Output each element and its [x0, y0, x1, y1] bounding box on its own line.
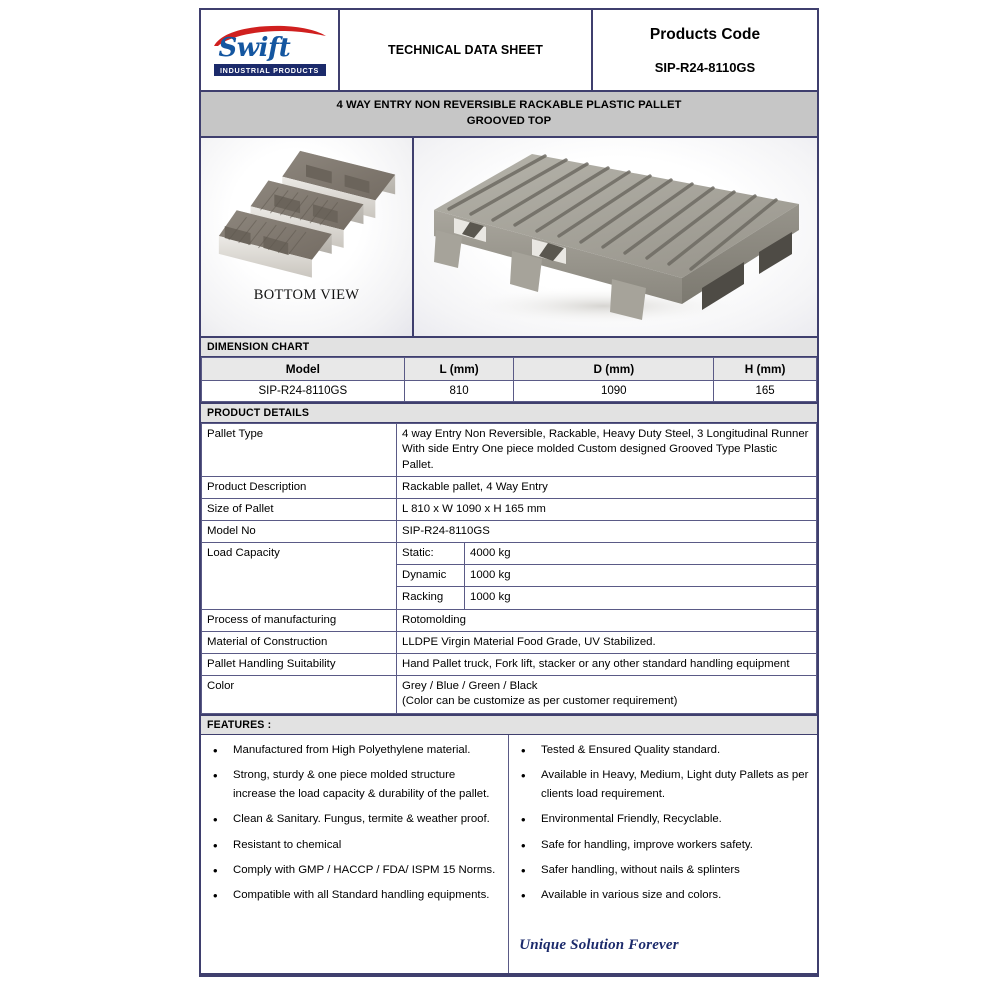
- col-header-length: L (mm): [404, 357, 514, 380]
- table-row-pallet-type: [202, 423, 817, 477]
- document-title-cell: [340, 10, 593, 90]
- list-item: • Safe for handling, improve workers safety.: [539, 836, 809, 854]
- document-title: TECHNICAL DATA SHEET: [387, 43, 543, 57]
- value-load-static: 4000 kg: [465, 543, 817, 565]
- label-process-of-manufacturing: Process of manufacturing: [202, 609, 397, 631]
- table-row-product-description: [202, 477, 817, 499]
- value-load-racking: 1000 kg: [465, 587, 817, 609]
- value-load-dynamic: 1000 kg: [465, 565, 817, 587]
- products-code-label: Products Code: [649, 25, 761, 43]
- label-load-racking: Racking: [397, 587, 465, 609]
- label-pallet-handling-suitability: Pallet Handling Suitability: [202, 653, 397, 675]
- list-item: • Environmental Friendly, Recyclable.: [539, 810, 809, 828]
- table-row-color: [202, 675, 817, 713]
- features-list-left: [205, 741, 500, 905]
- footer-tagline: Unique Solution Forever: [519, 937, 679, 953]
- value-color-line2: (Color can be customize as per customer requirement): [402, 695, 678, 708]
- list-item: • Available in various size and colors.: [539, 886, 809, 904]
- footer: [199, 936, 819, 954]
- product-details-table: [201, 423, 817, 714]
- col-header-height: H (mm): [714, 357, 817, 380]
- products-code-value: SIP-R24-8110GS: [654, 59, 756, 75]
- col-header-model: Model: [202, 357, 405, 380]
- table-row-process-of-manufacturing: [202, 609, 817, 631]
- value-process-of-manufacturing: Rotomolding: [397, 609, 817, 631]
- logo-tagline-bar: [214, 64, 326, 76]
- product-images-row: [201, 138, 817, 336]
- value-model-no: SIP-R24-8110GS: [397, 521, 817, 543]
- logo-tagline: INDUSTRIAL PRODUCTS: [219, 65, 320, 75]
- table-row-size-of-pallet: [202, 499, 817, 521]
- list-item: • Safer handling, without nails & splinters: [539, 861, 809, 879]
- label-product-description: Product Description: [202, 477, 397, 499]
- product-details-section-title: PRODUCT DETAILS: [201, 402, 817, 423]
- table-row-model-no: [202, 521, 817, 543]
- cell-length: 810: [404, 380, 514, 401]
- list-item: • Comply with GMP / HACCP / FDA/ ISPM 15 Norms.: [231, 861, 500, 879]
- list-item: • Compatible with all Standard handling equipments.: [231, 886, 500, 904]
- dimension-chart-table: [201, 357, 817, 402]
- label-load-capacity: Load Capacity: [202, 543, 397, 609]
- pallet-bottom-view-illustration: [201, 138, 412, 336]
- product-title-band: [201, 90, 817, 138]
- list-item: • Manufactured from High Polyethylene material.: [231, 741, 500, 759]
- value-material-of-construction: LLDPE Virgin Material Food Grade, UV Stabilized.: [397, 631, 817, 653]
- bottom-view-image-cell: [201, 138, 414, 336]
- label-material-of-construction: Material of Construction: [202, 631, 397, 653]
- value-pallet-type: 4 way Entry Non Reversible, Rackable, Heavy Duty Steel, 3 Longitudinal Runner With side Entry One piece molded Custom designed Grooved Type Plastic Pallet.: [397, 423, 817, 477]
- table-row: [202, 380, 817, 401]
- label-size-of-pallet: Size of Pallet: [202, 499, 397, 521]
- value-color: [397, 675, 817, 713]
- value-product-description: Rackable pallet, 4 Way Entry: [397, 477, 817, 499]
- table-row-load-capacity-static: [202, 543, 817, 565]
- label-load-dynamic: Dynamic: [397, 565, 465, 587]
- brand-logo-cell: [201, 10, 340, 90]
- col-header-depth: D (mm): [514, 357, 714, 380]
- value-color-line1: Grey / Blue / Green / Black: [402, 679, 538, 692]
- datasheet-frame: [199, 8, 819, 977]
- cell-model: SIP-R24-8110GS: [202, 380, 405, 401]
- value-size-of-pallet: L 810 x W 1090 x H 165 mm: [397, 499, 817, 521]
- products-code-cell: [593, 10, 817, 90]
- list-item: • Strong, sturdy & one piece molded structure increase the load capacity & durability of the pallet.: [231, 766, 500, 803]
- table-row-material-of-construction: [202, 631, 817, 653]
- list-item: • Available in Heavy, Medium, Light duty Pallets as per clients load requirement.: [539, 766, 809, 803]
- features-list-right: [513, 741, 809, 905]
- label-model-no: Model No: [202, 521, 397, 543]
- cell-height: 165: [714, 380, 817, 401]
- table-header-row: [202, 357, 817, 380]
- label-color: Color: [202, 675, 397, 713]
- table-row-pallet-handling-suitability: [202, 653, 817, 675]
- list-item: • Resistant to chemical: [231, 836, 500, 854]
- list-item: • Clean & Sanitary. Fungus, termite & weather proof.: [231, 810, 500, 828]
- swift-logo: [210, 22, 330, 78]
- label-load-static: Static:: [397, 543, 465, 565]
- cell-depth: 1090: [514, 380, 714, 401]
- product-title-line2: GROOVED TOP: [466, 115, 552, 128]
- features-section-title: FEATURES :: [201, 714, 817, 735]
- list-item: • Tested & Ensured Quality standard.: [539, 741, 809, 759]
- pallet-main-view-illustration: [414, 138, 817, 336]
- logo-wordmark: Swift: [218, 33, 291, 63]
- product-title-line1: 4 WAY ENTRY NON REVERSIBLE RACKABLE PLASTIC PALLET: [336, 99, 682, 111]
- label-pallet-type: Pallet Type: [202, 423, 397, 477]
- main-pallet-image-cell: [414, 138, 817, 336]
- document-header: [201, 10, 817, 90]
- value-pallet-handling-suitability: Hand Pallet truck, Fork lift, stacker or any other standard handling equipment: [397, 653, 817, 675]
- dimension-chart-section-title: DIMENSION CHART: [201, 336, 817, 357]
- bottom-view-label: BOTTOM VIEW: [253, 286, 360, 303]
